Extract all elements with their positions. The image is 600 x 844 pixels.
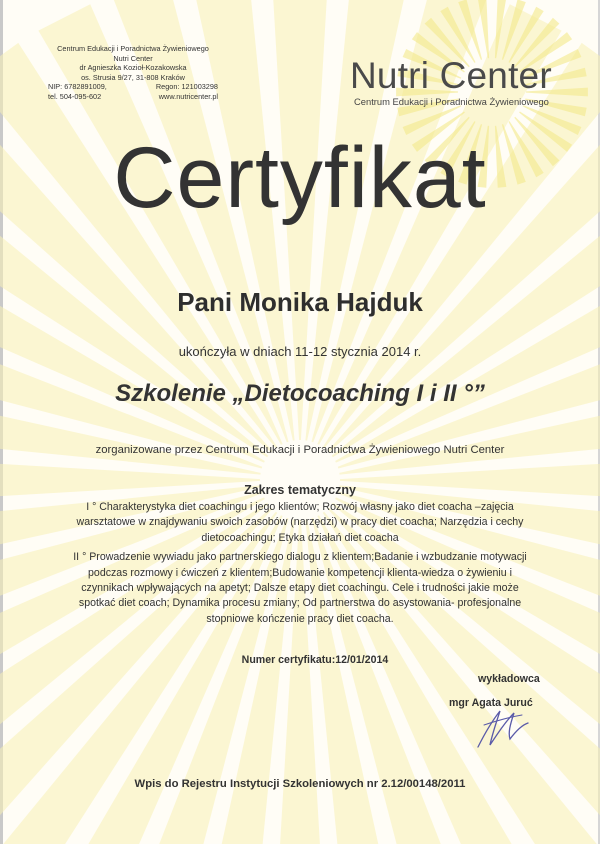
company-stamp	[48, 44, 218, 102]
brand-name: Nutri Center	[350, 55, 552, 96]
brand-subtitle: Centrum Edukacji i Poradnictwa Żywieniowego	[354, 96, 549, 107]
stamp-regon: Regon: 121003298	[155, 82, 218, 92]
signature-icon	[470, 695, 550, 755]
signature-stroke	[484, 715, 522, 725]
scope-heading: Zakres tematyczny	[244, 483, 356, 497]
logo-sun-ray	[502, 0, 526, 60]
completion-date: ukończyła w dniach 11-12 stycznia 2014 r.	[178, 344, 422, 359]
stamp-line: os. Strusia 9/27, 31-808 Kraków	[81, 72, 185, 82]
course-title: Szkolenie „Dietocoaching I i II °”	[115, 380, 485, 407]
lecturer-role: wykładowca	[478, 673, 540, 685]
certificate-number: Numer certyfikatu:12/01/2014	[241, 654, 389, 666]
signature-stroke	[478, 711, 528, 747]
lecturer-name: mgr Agata Juruć	[449, 697, 533, 709]
scope-part-2: II ° Prowadzenie wywiadu jako partnerskiego dialogu z klientem;Badanie i wzbudzanie motywacji podczas rozmowy i ćwiczeń z klientem;Budowanie kompetencji klienta-wiedza o żywieniu i czynnikach wpływających na apetyt; Dalsze etapy diet coachingu. Cele i trudności jakie może spotkać diet coach; Dynamika procesu zmiany; Od partnerstwa do asystowania- profesjonalne stopniowe kończenie pracy diet coacha.	[73, 551, 527, 625]
stamp-phone: tel. 504-095-602	[48, 91, 102, 101]
registry-entry: Wpis do Rejestru Instytucji Szkoleniowych nr 2.12/00148/2011	[134, 778, 466, 790]
stamp-line: Centrum Edukacji i Poradnictwa Żywieniowego	[57, 44, 209, 53]
brand-logo	[350, 56, 580, 107]
scope-content	[66, 500, 534, 631]
stamp-line: Nutri Center	[113, 53, 153, 63]
organizer-line: zorganizowane przez Centrum Edukacji i Poradnictwa Żywieniowego Nutri Center	[95, 444, 505, 456]
stamp-nip: NIP: 6782891009,	[48, 82, 107, 92]
stamp-line: dr Agnieszka Kozioł-Kozakowska	[79, 63, 187, 73]
certificate-title: Certyfikat	[113, 130, 487, 226]
stamp-row	[48, 82, 218, 92]
stamp-website: www.nutricenter.pl	[158, 91, 218, 101]
logo-sun-ray	[458, 0, 482, 60]
scope-part-1: I ° Charakterystyka diet coachingu i jego klientów; Rozwój własny jako diet coacha –zajęcia warsztatowe w znajdywaniu swoich zasobów (narzędzi) w pracy diet coacha; Narzędzia i cechy dietocoachingu; Etyka działań diet coacha	[76, 501, 524, 544]
recipient-name: Pani Monika Hajduk	[177, 287, 423, 317]
stamp-row	[48, 92, 218, 102]
